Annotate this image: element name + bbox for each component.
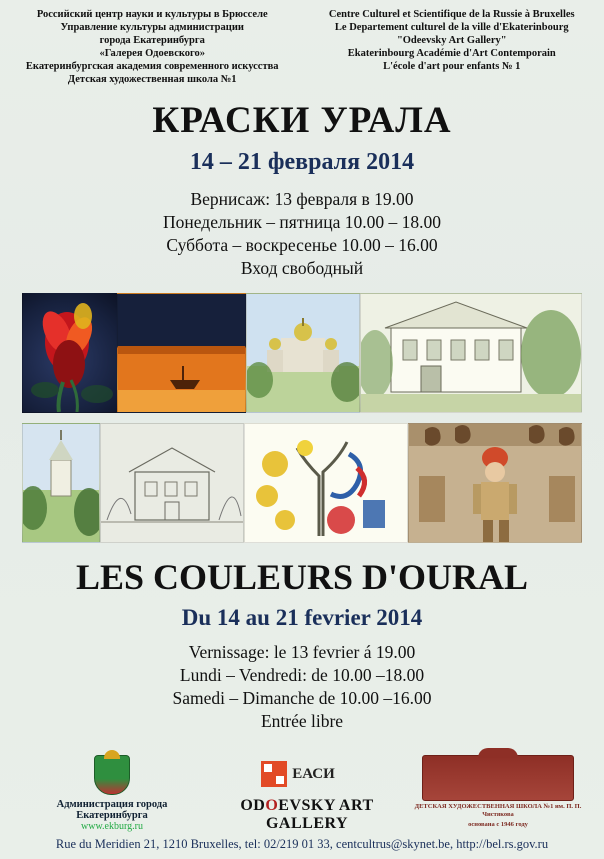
- info-ru-line: Суббота – воскресенье 10.00 – 16.00: [166, 234, 438, 255]
- odoevsky-text-before: OD: [240, 797, 266, 814]
- artwork-orange-sea-boat: [117, 293, 246, 413]
- info-ru-line: Вернисаж: 13 февраля в 19.00: [190, 188, 414, 209]
- artwork-red-flower-abstract: [22, 293, 117, 413]
- easi-square-icon: [261, 761, 287, 787]
- red-flower-icon: [23, 294, 117, 413]
- footer-address: Rue du Meridien 21, 1210 Bruxelles, tel: 02/219 01 33, centcultrus@skynet.be, http://bel.rs.gov.ru: [55, 837, 549, 851]
- odoevsky-text-after: EVSKY ART GALLERY: [265, 797, 374, 832]
- easi-logo: [238, 761, 358, 787]
- school-logo-caption: ДЕТСКАЯ ХУДОЖЕСТВЕННАЯ ШКОЛА №1 им. П. П. Чистякова: [414, 803, 582, 818]
- header-fr-line: "Odeevsky Art Gallery": [396, 35, 507, 46]
- easi-logo-label: ЕАСИ: [292, 765, 335, 782]
- header-ru-line: «Галерея Одоевского»: [99, 48, 206, 59]
- ekaterinburg-logo-url[interactable]: www.ekburg.ru: [81, 821, 143, 832]
- artwork-tree-colors-painting: [244, 423, 408, 543]
- ekaterinburg-administration-logo: [22, 755, 202, 832]
- boat-sea-icon: [118, 294, 246, 413]
- info-french: [10, 641, 594, 733]
- artwork-figure-with-vases: [408, 423, 582, 543]
- odoevsky-accent-letter: O: [265, 797, 279, 814]
- dates-french: Du 14 au 21 fevrier 2014: [181, 604, 423, 630]
- artwork-pencil-house-sketch: [100, 423, 244, 543]
- title-russian: КРАСКИ УРАЛА: [152, 100, 452, 141]
- church-landscape-icon: [23, 424, 100, 543]
- info-ru-line: Вход свободный: [240, 257, 364, 278]
- header-ru-line: города Екатеринбурга: [99, 35, 205, 46]
- school-building-icon: [422, 755, 574, 801]
- header: [10, 6, 594, 86]
- ekaterinburg-logo-label: Администрация города Екатеринбурга: [56, 799, 168, 821]
- header-fr-line: L'école d'art pour enfants № 1: [383, 61, 521, 72]
- info-fr-line: Vernissage: le 13 fevrier á 19.00: [188, 641, 416, 662]
- dates-russian: 14 – 21 февраля 2014: [189, 148, 415, 175]
- footer: [0, 755, 604, 859]
- colorful-tree-icon: [245, 424, 408, 543]
- info-fr-line: Samedi – Dimanche de 10.00 –16.00: [172, 687, 432, 708]
- header-ru-line: Екатеринбургская академия современного искусства: [25, 61, 279, 72]
- odoevsky-art-gallery-logo: [222, 797, 392, 833]
- header-fr-line: Centre Culturel et Scientifique de la Russie à Bruxelles: [328, 9, 575, 20]
- art-school-logo: [408, 755, 588, 829]
- artwork-gallery: [10, 293, 594, 543]
- info-fr-line: Lundi – Vendredi: de 10.00 –18.00: [179, 664, 425, 685]
- info-fr-line: Entrée libre: [260, 710, 344, 731]
- header-ru-line: Российский центр науки и культуры в Брюсселе: [36, 9, 268, 20]
- header-ru-line: Детская художественная школа №1: [67, 74, 237, 85]
- figure-vases-icon: [409, 424, 582, 543]
- title-french: LES COULEURS D'OURAL: [75, 556, 529, 597]
- header-ru-line: Управление культуры администрации: [60, 22, 244, 33]
- info-russian: [10, 188, 594, 280]
- house-drawing-icon: [361, 294, 582, 413]
- info-ru-line: Понедельник – пятница 10.00 – 18.00: [163, 211, 441, 232]
- header-fr-line: Ekaterinbourg Académie d'Art Contemporain: [347, 48, 556, 59]
- ekaterinburg-crest-icon: [94, 755, 130, 795]
- header-russian-block: [14, 8, 290, 86]
- artwork-row-top: [22, 293, 582, 413]
- odoevsky-logo-label: [222, 797, 392, 833]
- artwork-cathedral-watercolor: [246, 293, 359, 413]
- artwork-row-bottom: [22, 423, 582, 543]
- artwork-church-landscape: [22, 423, 100, 543]
- header-french-block: [314, 8, 590, 73]
- logo-strip: [0, 755, 604, 833]
- artwork-large-house-drawing: [360, 293, 582, 413]
- pencil-sketch-icon: [101, 424, 244, 543]
- header-fr-line: Le Departement culturel de la ville d'Ekaterinbourg: [334, 22, 569, 33]
- school-logo-subcaption: основана с 1946 году: [468, 821, 528, 828]
- cathedral-icon: [247, 294, 359, 413]
